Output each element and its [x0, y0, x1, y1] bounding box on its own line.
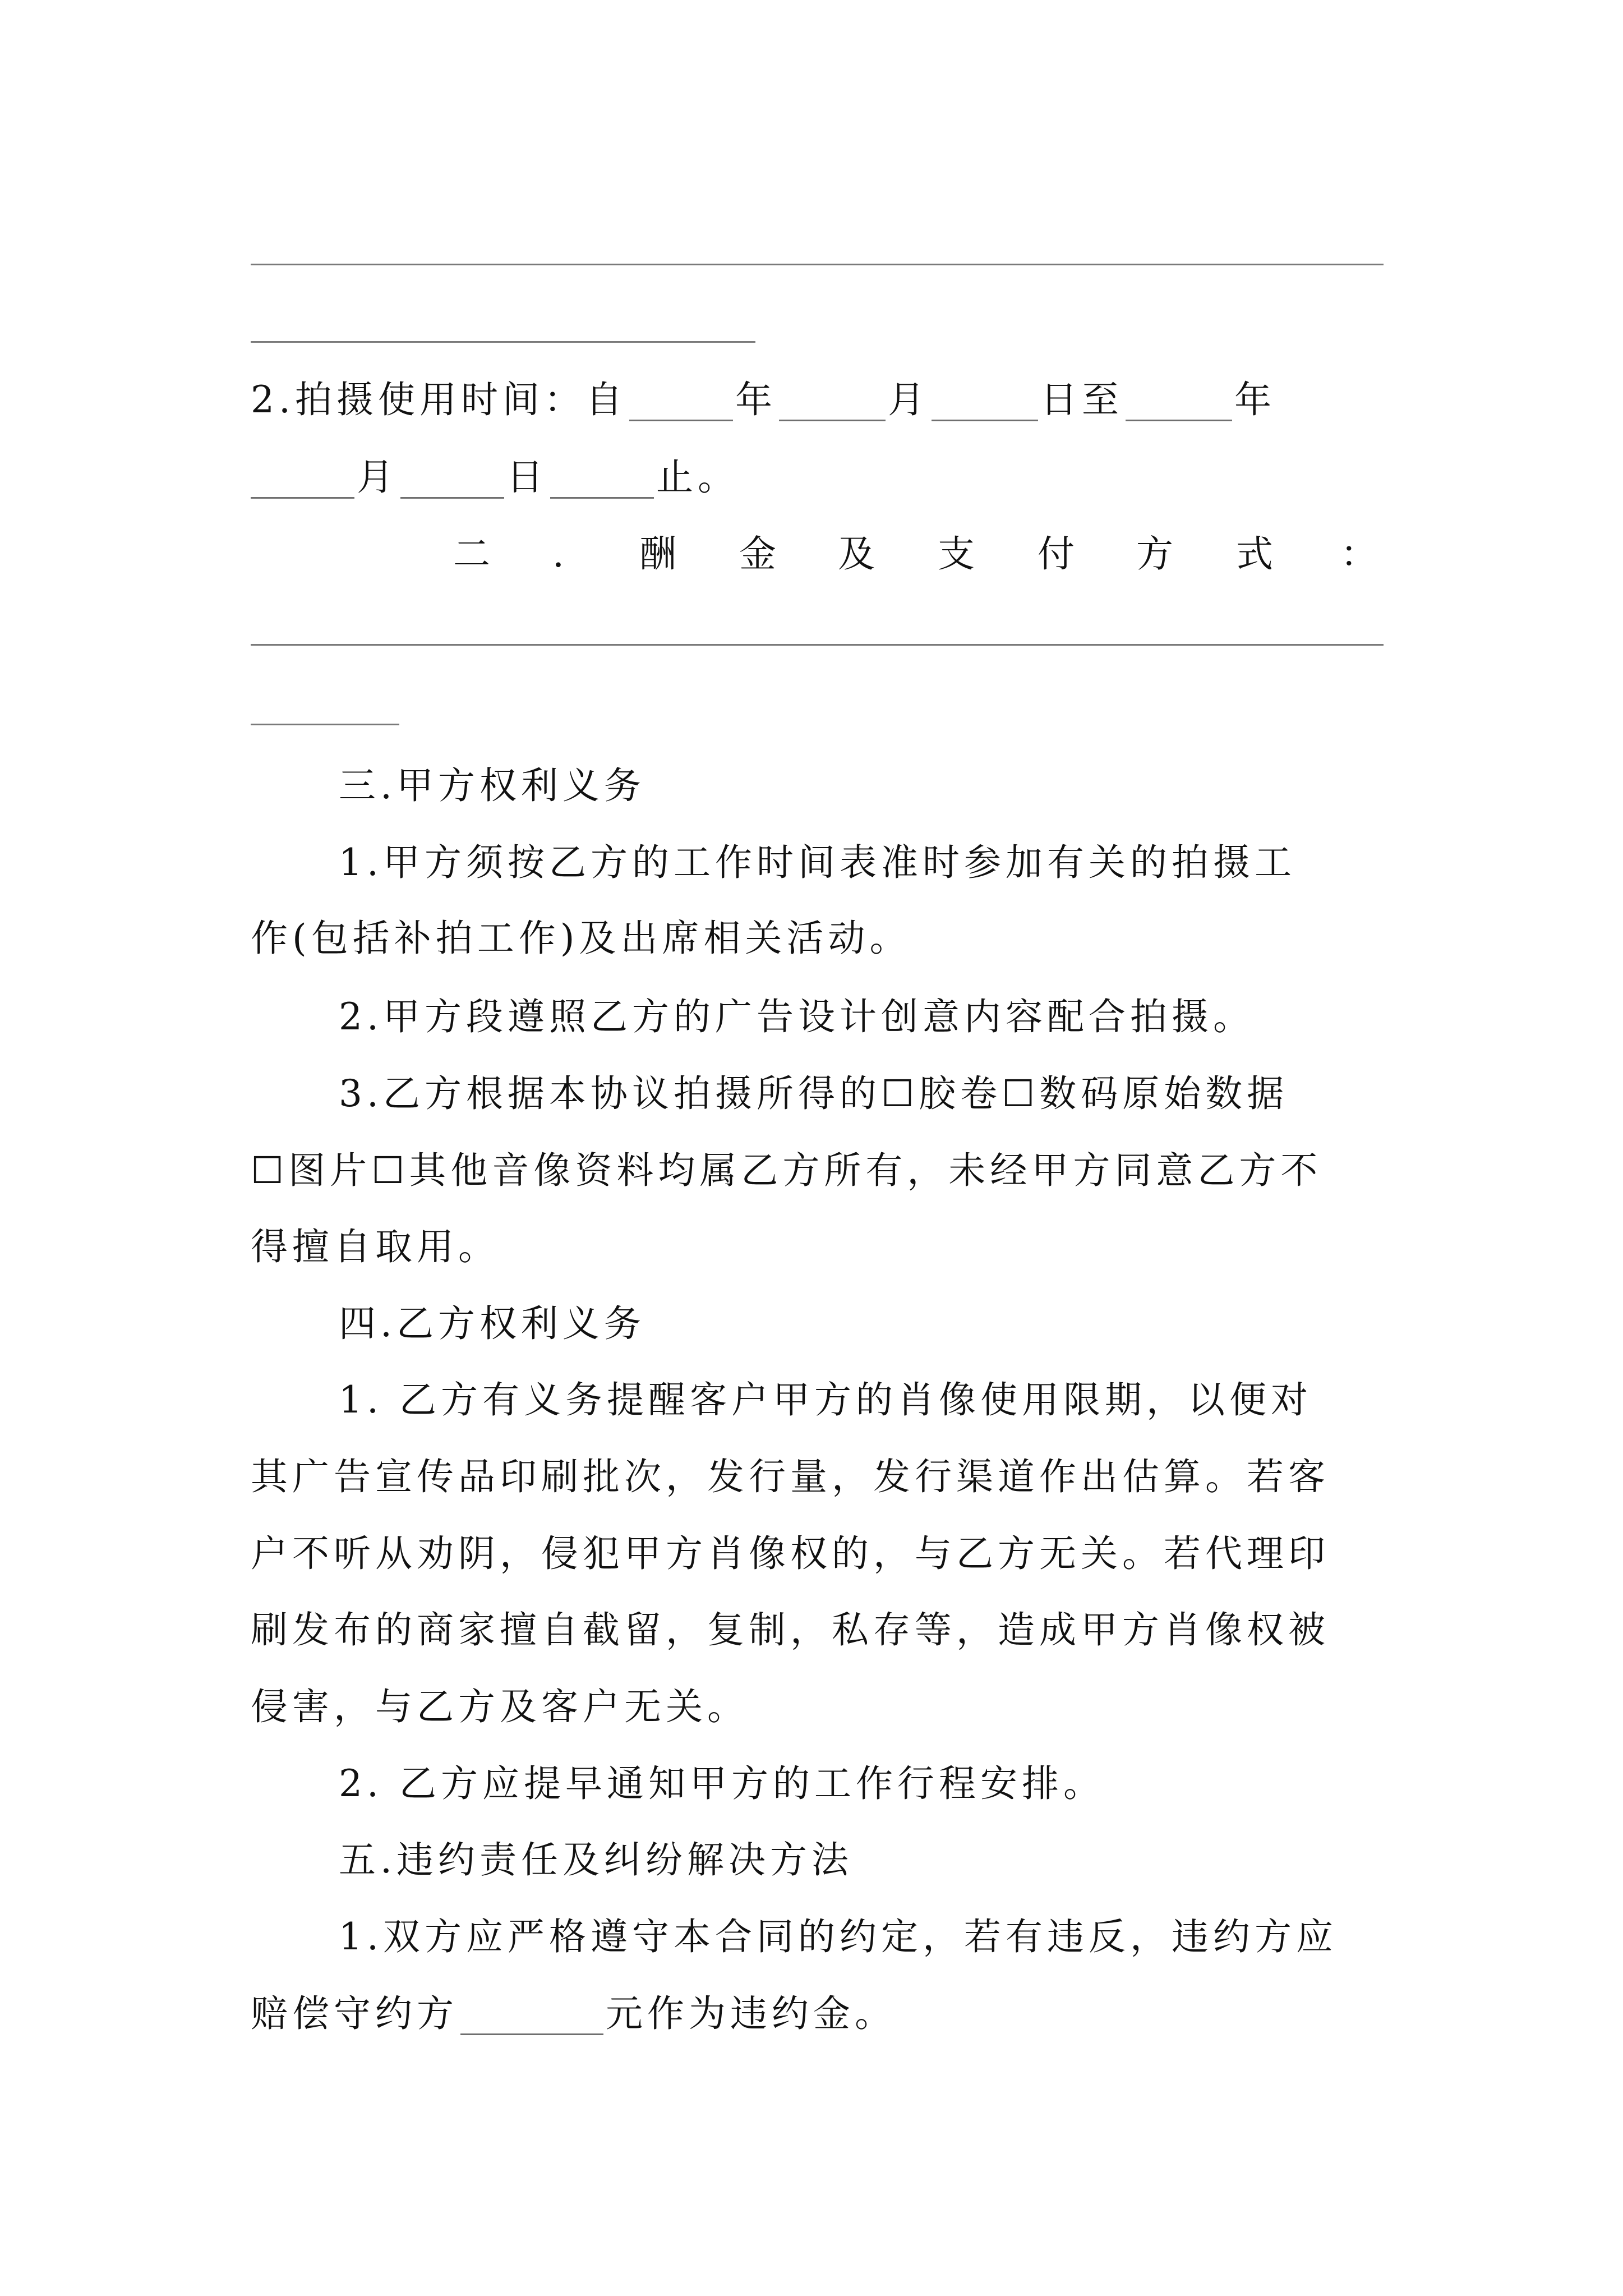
blank-line-1	[251, 264, 1384, 265]
year-label-2: 年	[1234, 378, 1276, 421]
section-2-char: 支	[938, 532, 975, 576]
section-4-item-1-line-4: 刷发布的商家擅自截留，复制，私存等，造成甲方肖像权被	[251, 1608, 1330, 1651]
day-to-label: 日至	[1040, 378, 1123, 421]
compensation-label: 赔偿守约方	[251, 1992, 458, 2035]
year-label: 年	[735, 378, 777, 421]
section-4-item-1-line-5: 侵害，与乙方及客户无关。	[251, 1685, 749, 1728]
penalty-label: 元作为违约金。	[606, 1992, 896, 2035]
section-5-heading: 五.违约责任及纠纷解决方法	[339, 1838, 853, 1881]
time-clause-label: 2.拍摄使用时间：自	[251, 378, 627, 421]
month-label-2: 月	[357, 455, 398, 499]
fill-blank	[550, 497, 654, 499]
blank-line-3	[251, 644, 1384, 646]
fill-blank	[251, 497, 354, 499]
month-label: 月	[887, 378, 929, 421]
section-2-char: ：	[1340, 532, 1377, 576]
section-2-char: 付	[1038, 532, 1075, 576]
section-2-char: 金	[739, 532, 776, 576]
section-3-item-2: 2.甲方段遵照乙方的广告设计创意内容配合拍摄。	[339, 995, 1255, 1038]
blank-line-2	[251, 341, 755, 343]
time-clause-line-2	[251, 455, 1392, 499]
section-2-char: .	[552, 532, 564, 576]
section-3-item-3-line-2: ☐图片☐其他音像资料均属乙方所有，未经甲方同意乙方不	[251, 1149, 1322, 1192]
time-clause-line-1	[251, 378, 1392, 421]
day-label-2: 日	[506, 455, 548, 499]
fill-blank	[1126, 420, 1232, 421]
section-2-char: 二	[453, 532, 490, 576]
section-4-item-1-line-2: 其广告宣传品印刷批次，发行量，发行渠道作出估算。若客	[251, 1455, 1330, 1498]
fill-blank	[400, 497, 504, 499]
section-3-item-3-line-3: 得擅自取用。	[251, 1225, 500, 1268]
section-5-item-1-line-2	[251, 1992, 1392, 2035]
fill-blank	[629, 420, 733, 421]
section-2-heading	[0, 532, 1623, 581]
section-3-heading: 三.甲方权利义务	[339, 764, 645, 807]
section-2-char: 方	[1136, 532, 1173, 576]
fill-blank	[779, 420, 886, 421]
section-3-item-1-line-1: 1.甲方须按乙方的工作时间表准时参加有关的拍摄工	[339, 841, 1296, 884]
section-4-item-1-line-3: 户不听从劝阴，侵犯甲方肖像权的，与乙方无关。若代理印	[251, 1532, 1330, 1575]
section-2-char: 及	[838, 532, 875, 576]
section-2-char: 式	[1236, 532, 1273, 576]
fill-blank	[932, 420, 1038, 421]
section-4-item-1-line-1: 1. 乙方有义务提醒客户甲方的肖像使用限期，以便对	[339, 1378, 1312, 1421]
section-3-item-1-line-2: 作(包括补拍工作)及出席相关活动。	[251, 917, 911, 960]
section-4-heading: 四.乙方权利义务	[339, 1302, 645, 1345]
fill-blank	[460, 2033, 603, 2035]
section-4-item-2: 2. 乙方应提早通知甲方的工作行程安排。	[339, 1762, 1105, 1805]
blank-line-4	[251, 724, 399, 725]
end-label: 止。	[656, 455, 739, 499]
section-2-char: 酬	[639, 532, 676, 576]
section-5-item-1-line-1: 1.双方应严格遵守本合同的约定，若有违反，违约方应	[339, 1915, 1338, 1958]
section-3-item-3-line-1: 3.乙方根据本协议拍摄所得的☐胶卷☐数码原始数据	[339, 1072, 1289, 1115]
